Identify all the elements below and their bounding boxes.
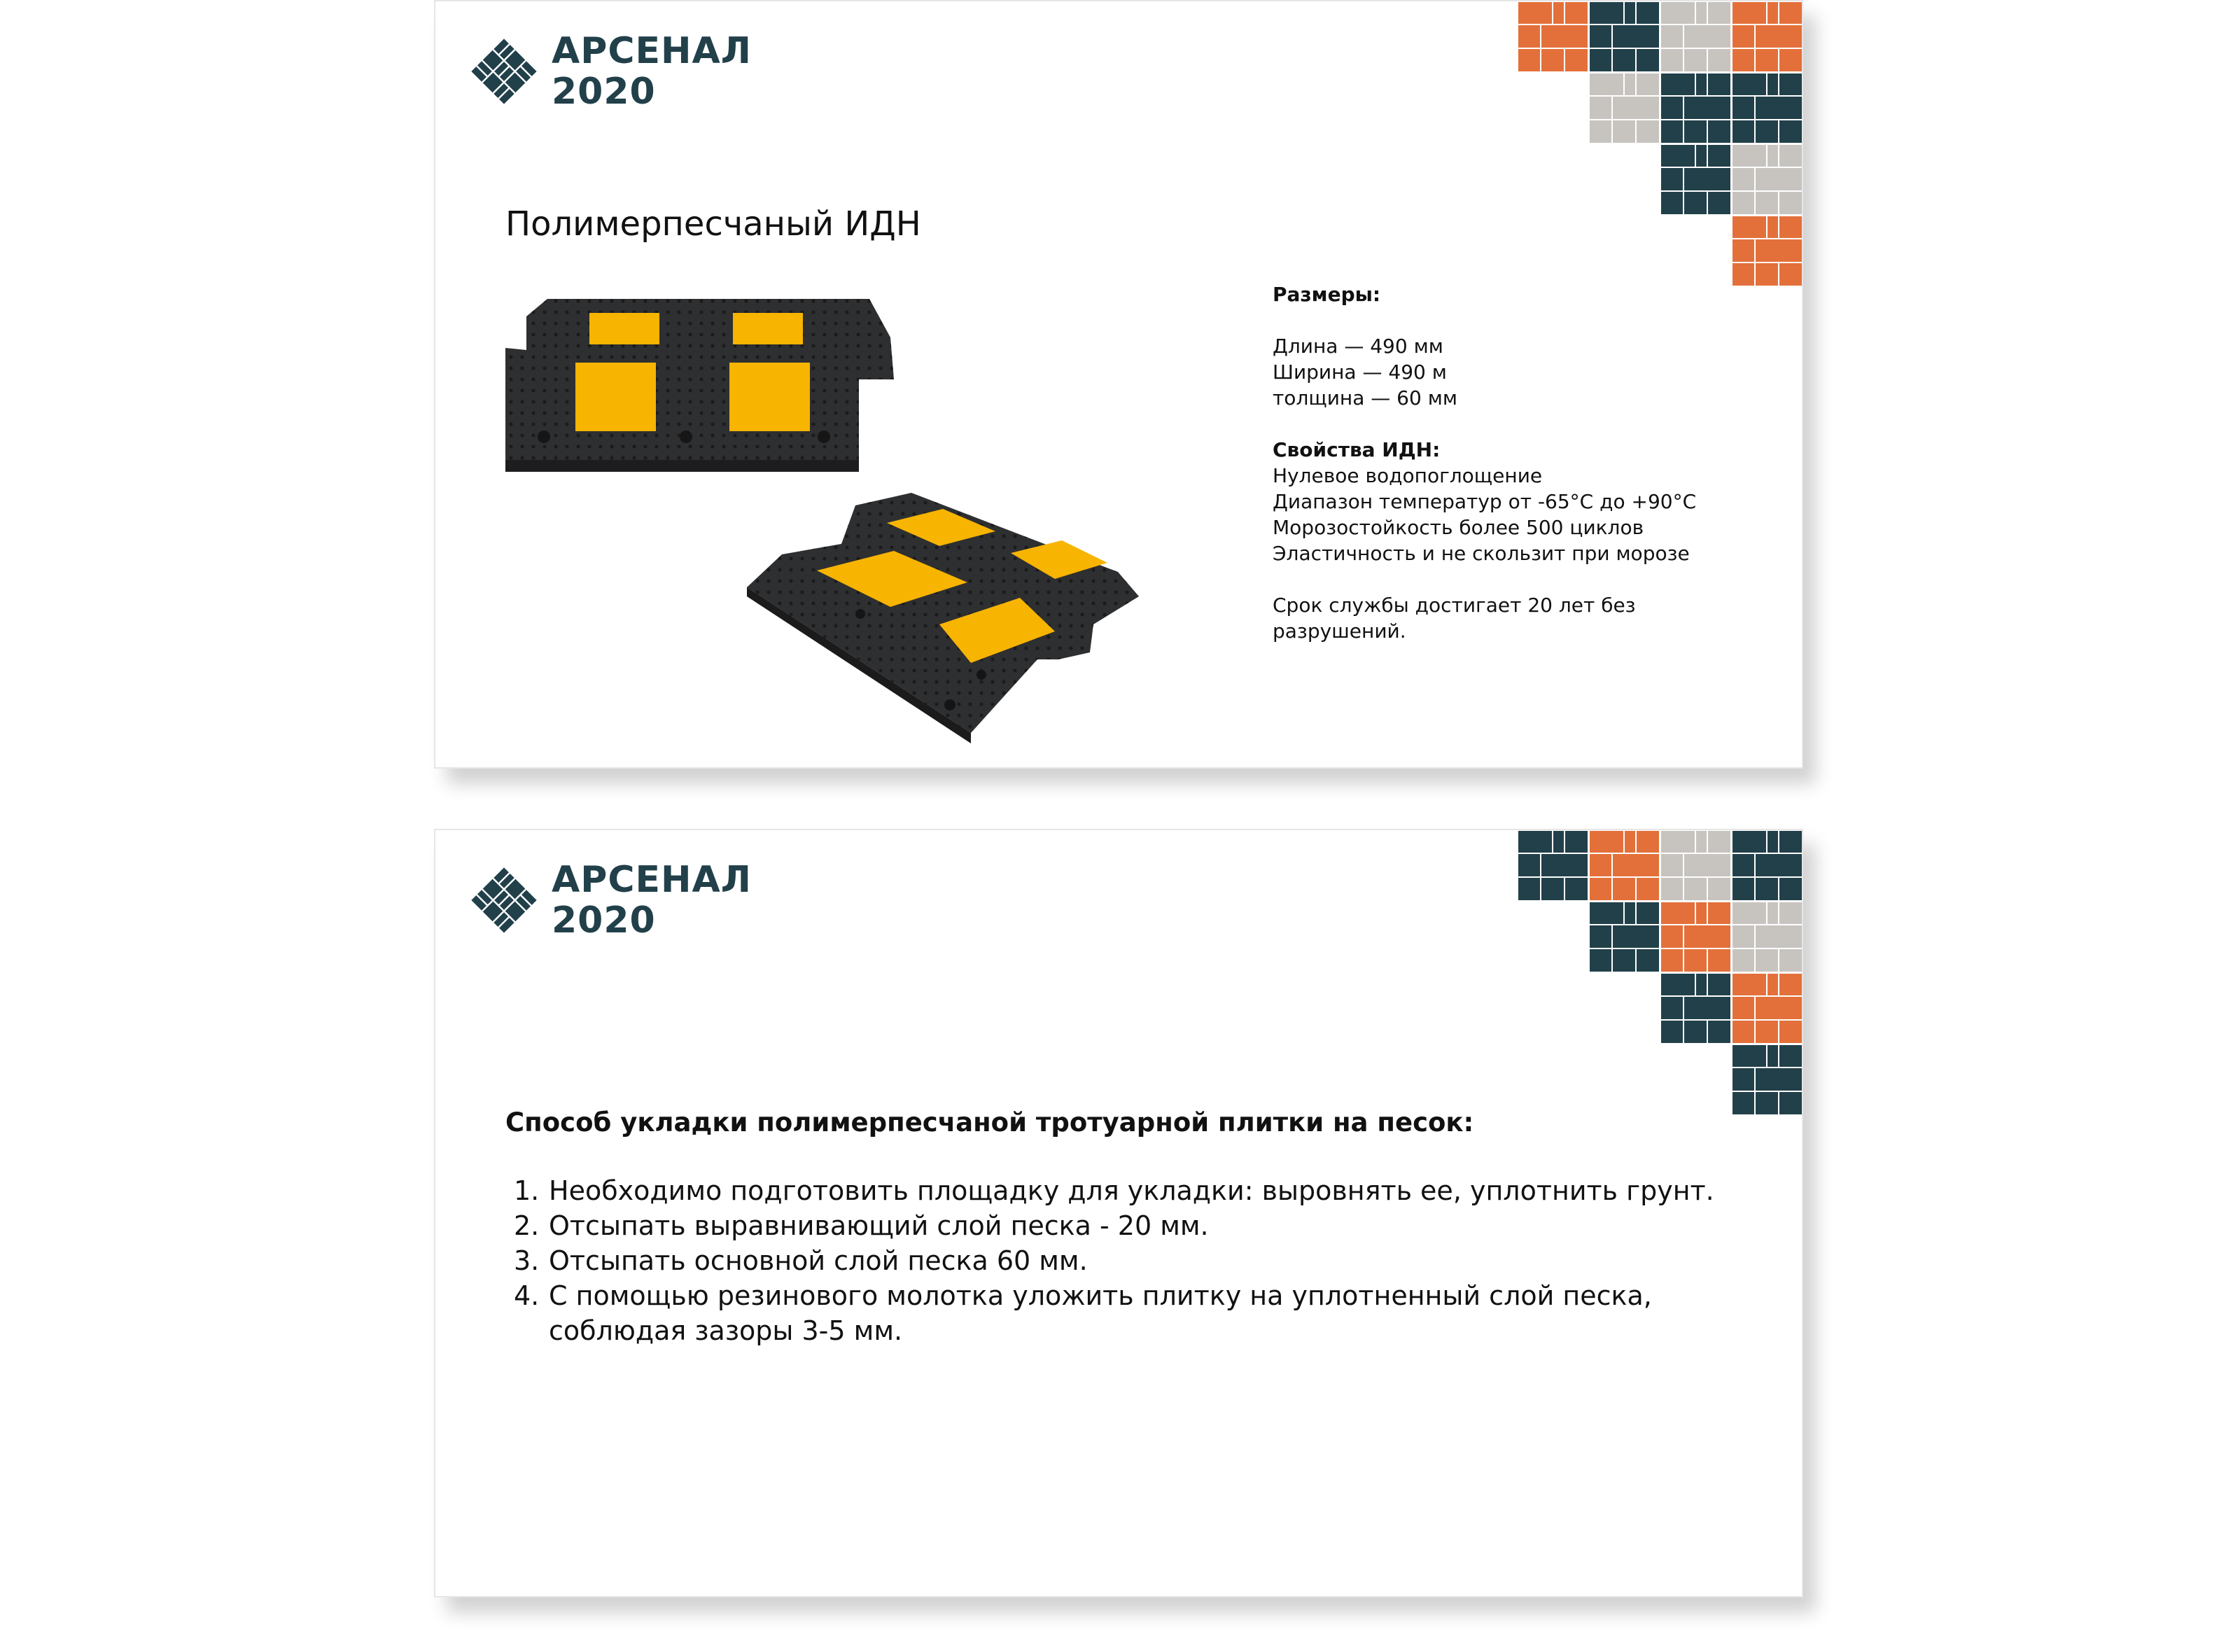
list-item [505, 1208, 1737, 1243]
property-item: Нулевое водопоглощение [1273, 464, 1543, 487]
step-text-continued: соблюдая зазоры 3-5 мм. [549, 1315, 903, 1346]
step-text: С помощью резинового молотка уложить плитку на уплотненный слой песка, [549, 1280, 1652, 1311]
service-life-line-2: разрушений. [1273, 620, 1406, 643]
logo-wordmark [552, 860, 752, 941]
property-item: Диапазон температур от -65°C до +90°C [1273, 490, 1697, 513]
tile-mosaic-decoration [1518, 830, 1802, 1116]
size-length: Длина — 490 мм [1273, 335, 1443, 358]
speed-bump-angled-view [747, 493, 1139, 743]
tile-mosaic-decoration [1518, 1, 1802, 287]
property-item: Эластичность и не скользит при морозе [1273, 542, 1690, 565]
slide-product [434, 0, 1803, 769]
logo-line-1: АРСЕНАЛ [552, 859, 752, 901]
logo-line-1: АРСЕНАЛ [552, 30, 752, 72]
company-logo [469, 860, 777, 944]
step-number: 3. [514, 1245, 540, 1276]
product-specifications [1273, 281, 1763, 644]
logo-line-2: 2020 [552, 71, 656, 113]
speed-bump-product-images [505, 295, 1184, 743]
service-life-line-1: Срок службы достигает 20 лет без [1273, 594, 1636, 617]
size-width: Ширина — 490 м [1273, 360, 1447, 384]
slide-installation [434, 829, 1803, 1597]
logo-wordmark [552, 31, 752, 112]
sizes-heading: Размеры: [1273, 283, 1381, 306]
step-number: 2. [514, 1210, 540, 1241]
step-text: Отсыпать основной слой песка 60 мм. [549, 1245, 1088, 1276]
list-item [505, 1243, 1737, 1278]
logo-line-2: 2020 [552, 899, 656, 941]
properties-heading: Свойства ИДН: [1273, 438, 1441, 461]
diamond-tile-logo-icon [469, 36, 539, 106]
step-number: 4. [514, 1280, 540, 1311]
size-thickness: толщина — 60 мм [1273, 386, 1457, 410]
list-item [505, 1278, 1737, 1348]
installation-steps [505, 1173, 1737, 1348]
page-title: Полимерпесчаный ИДН [505, 204, 921, 244]
installation-heading: Способ укладки полимерпесчаной тротуарной плитки на песок: [505, 1107, 1474, 1138]
company-logo [469, 31, 777, 115]
diamond-tile-logo-icon [469, 865, 539, 935]
property-item: Морозостойкость более 500 циклов [1273, 516, 1644, 539]
step-number: 1. [514, 1175, 540, 1206]
list-item [505, 1173, 1737, 1208]
step-text: Отсыпать выравнивающий слой песка - 20 мм. [549, 1210, 1209, 1241]
step-text: Необходимо подготовить площадку для укладки: выровнять ее, уплотнить грунт. [549, 1175, 1714, 1206]
speed-bump-front-view [505, 299, 894, 472]
